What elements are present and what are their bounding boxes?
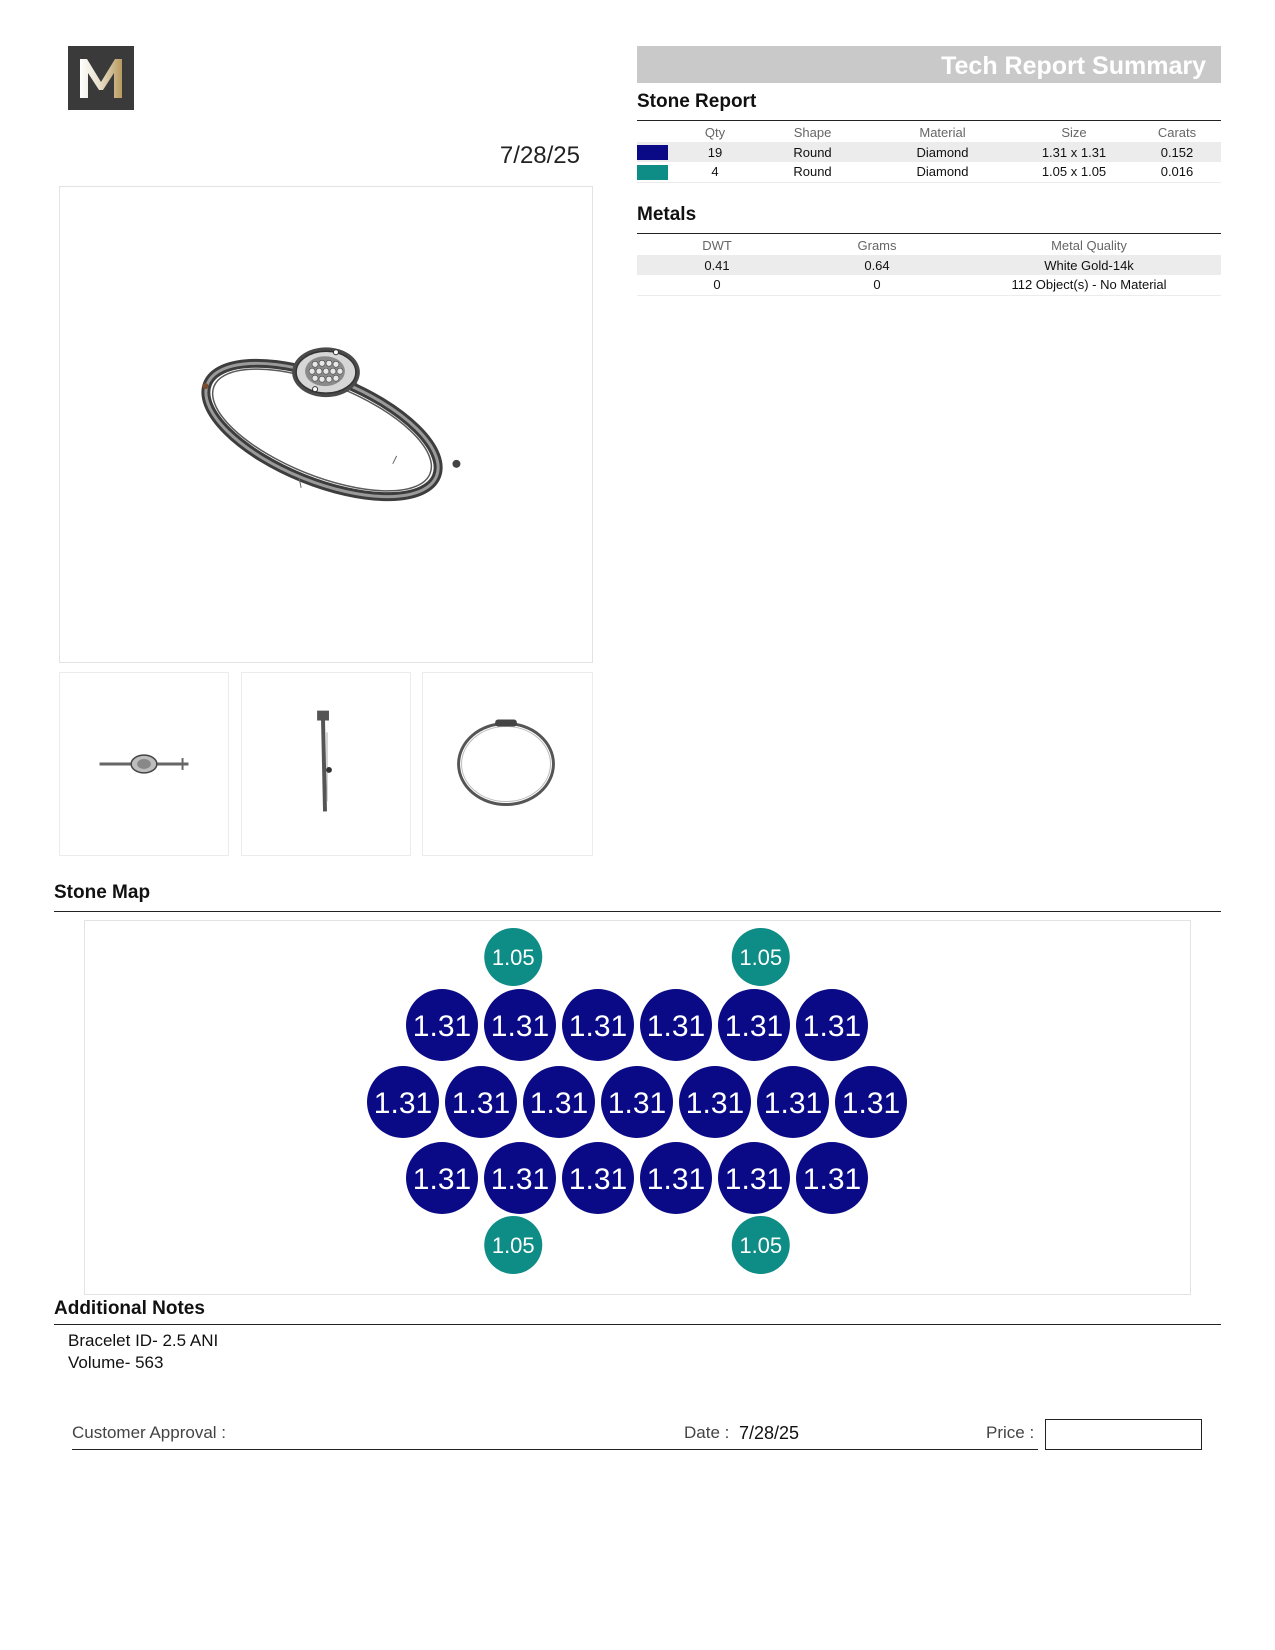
qty-cell: 4 (675, 162, 755, 182)
product-main-view (59, 186, 593, 663)
stone-size-label: 1.31 (724, 1010, 784, 1043)
logo-m-mark (76, 56, 126, 100)
stone-map-diagram (85, 921, 1190, 1294)
stone-size-label: 1.31 (802, 1163, 862, 1196)
stone-size-label: 1.31 (529, 1087, 589, 1120)
stone-size-label: 1.31 (568, 1163, 628, 1196)
color-swatch-cell (637, 142, 675, 162)
carats-cell: 0.016 (1133, 162, 1221, 182)
stone-color-swatch (637, 165, 668, 180)
product-top-view (59, 672, 229, 856)
stone-large (796, 1142, 868, 1214)
stone-large (562, 1142, 634, 1214)
stone-large (601, 1066, 673, 1138)
stone-large (406, 989, 478, 1061)
stone-large (523, 1066, 595, 1138)
shape-cell: Round (755, 162, 870, 182)
bracelet-side-view-image (242, 673, 410, 855)
column-header: Size (1061, 124, 1087, 140)
stone-size-label: 1.31 (802, 1010, 862, 1043)
stone-report-title: Stone Report (637, 91, 757, 112)
metal-quality-cell: White Gold-14k (957, 255, 1221, 275)
stone-large (484, 1142, 556, 1214)
stone-large (484, 989, 556, 1061)
stone-report-header-row (637, 122, 1221, 142)
stone-large (562, 989, 634, 1061)
metals-header-row (637, 235, 1221, 255)
dwt-cell: 0 (637, 275, 797, 295)
size-cell: 1.05 x 1.05 (1015, 162, 1133, 182)
date-label: Date : (684, 1423, 730, 1442)
report-date: 7/28/25 (499, 142, 580, 169)
stone-size-label: 1.05 (491, 945, 535, 970)
column-header: Qty (704, 124, 726, 140)
note-line: Bracelet ID- 2.5 ANI (68, 1331, 219, 1350)
column-header: DWT (702, 237, 732, 253)
stone-large (445, 1066, 517, 1138)
column-header: Material (919, 124, 966, 140)
table-row (637, 275, 1221, 295)
stone-large (367, 1066, 439, 1138)
stone-small (484, 1216, 542, 1274)
column-header: Shape (793, 124, 832, 140)
grams-cell: 0 (797, 275, 957, 295)
stone-map-title: Stone Map (54, 882, 151, 903)
stone-large (835, 1066, 907, 1138)
color-swatch-cell (637, 162, 675, 182)
material-cell: Diamond (870, 162, 1015, 182)
product-front-view (422, 672, 593, 856)
stone-size-label: 1.31 (763, 1087, 823, 1120)
table-row (637, 162, 1221, 182)
stone-size-label: 1.31 (724, 1163, 784, 1196)
stone-small (732, 1216, 790, 1274)
note-line: Volume- 563 (68, 1353, 164, 1372)
stone-large (679, 1066, 751, 1138)
stone-size-label: 1.31 (607, 1087, 667, 1120)
company-logo (68, 46, 134, 110)
metals-rule (637, 233, 1221, 234)
qty-cell: 19 (675, 142, 755, 162)
bracelet-top-view-image (60, 673, 228, 855)
product-side-view (241, 672, 411, 856)
price-label: Price : (986, 1423, 1035, 1442)
stone-size-label: 1.31 (412, 1163, 472, 1196)
table-row (637, 142, 1221, 162)
additional-notes-title: Additional Notes (54, 1298, 205, 1319)
bracelet-perspective-image (60, 187, 592, 662)
price-field[interactable] (1045, 1419, 1202, 1450)
table-row (637, 255, 1221, 275)
stone-map-rule (54, 911, 1221, 912)
metals-title: Metals (637, 204, 697, 225)
column-header: Metal Quality (1051, 237, 1127, 253)
stone-small (732, 928, 790, 986)
dwt-cell: 0.41 (637, 255, 797, 275)
material-cell: Diamond (870, 142, 1015, 162)
stone-report-rule (637, 120, 1221, 121)
approval-date-value: 7/28/25 (739, 1423, 800, 1443)
shape-cell: Round (755, 142, 870, 162)
stone-large (406, 1142, 478, 1214)
metals-table (637, 235, 1221, 296)
stone-size-label: 1.05 (739, 1233, 783, 1258)
metal-quality-cell: 112 Object(s) - No Material (957, 275, 1221, 295)
stone-size-label: 1.05 (739, 945, 783, 970)
stone-large (640, 989, 712, 1061)
stone-size-label: 1.31 (451, 1087, 511, 1120)
stone-size-label: 1.05 (491, 1233, 535, 1258)
column-header: Carats (1157, 124, 1197, 140)
approval-line (72, 1420, 1038, 1450)
stone-color-swatch (637, 145, 668, 160)
stone-large (718, 1142, 790, 1214)
stone-size-label: 1.31 (646, 1163, 706, 1196)
size-cell: 1.31 x 1.31 (1015, 142, 1133, 162)
stone-large (757, 1066, 829, 1138)
customer-approval-label: Customer Approval : (72, 1423, 227, 1442)
stone-size-label: 1.31 (490, 1010, 550, 1043)
additional-notes-rule (54, 1324, 1221, 1325)
column-header: Grams (857, 237, 897, 253)
grams-cell: 0.64 (797, 255, 957, 275)
stone-map-panel (84, 920, 1191, 1295)
additional-notes-body (68, 1330, 218, 1374)
stone-size-label: 1.31 (841, 1087, 901, 1120)
swatch-column-header (637, 122, 675, 142)
carats-cell: 0.152 (1133, 142, 1221, 162)
stone-size-label: 1.31 (685, 1087, 745, 1120)
stone-size-label: 1.31 (646, 1010, 706, 1043)
stone-size-label: 1.31 (373, 1087, 433, 1120)
report-title-bar: Tech Report Summary (637, 46, 1221, 83)
stone-large (640, 1142, 712, 1214)
bracelet-front-view-image (423, 673, 592, 855)
stone-small (484, 928, 542, 986)
stone-report-table (637, 122, 1221, 183)
stone-size-label: 1.31 (412, 1010, 472, 1043)
stone-size-label: 1.31 (490, 1163, 550, 1196)
stone-large (796, 989, 868, 1061)
stone-large (718, 989, 790, 1061)
stone-size-label: 1.31 (568, 1010, 628, 1043)
